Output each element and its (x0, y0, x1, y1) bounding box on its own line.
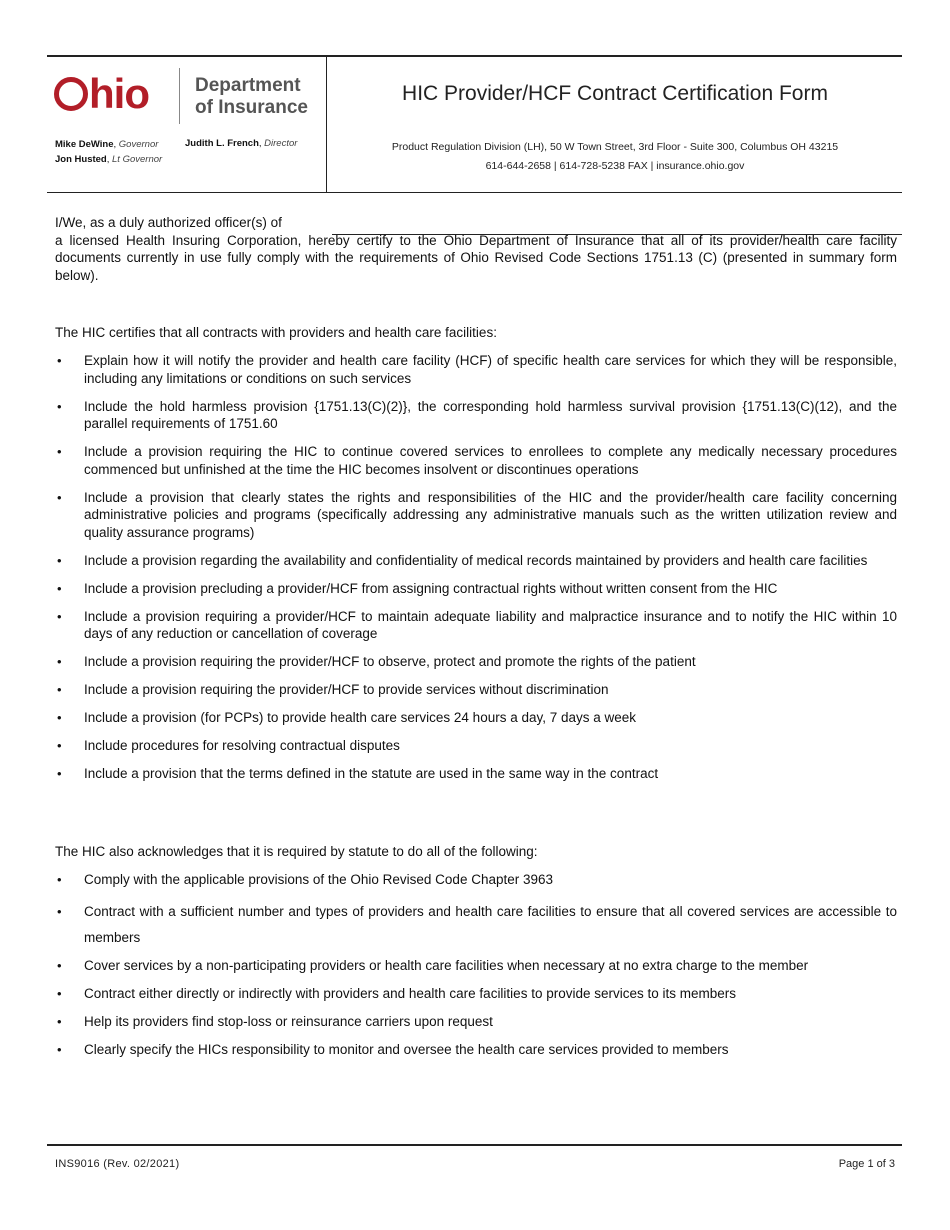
department-line-2: of Insurance (195, 97, 308, 118)
list-item: • Include a provision that clearly states the rights and responsibilities of the HIC and the provider/health care facility concerning administrative policies and programs (specifically addressing any administrative manuals such as the written utilization review and quality assurance programs) (55, 489, 897, 542)
director-title: Director (264, 138, 298, 149)
intro-lead: I/We, as a duly authorized officer(s) of (55, 215, 282, 230)
ohio-logo-o-icon (54, 77, 88, 111)
list-item: • Include a provision (for PCPs) to provide health care services 24 hours a day, 7 days a week (55, 709, 897, 727)
section1-title: The HIC certifies that all contracts with providers and health care facilities: (55, 325, 497, 340)
ohio-logo-text: hio (89, 70, 149, 117)
list-item: • Include procedures for resolving contractual disputes (55, 737, 897, 755)
intro-body: a licensed Health Insuring Corporation, hereby certify to the Ohio Department of Insurance that all of its provider/health care facility documents currently in use fully comply with the requirements of Ohio Revised Code Sections 1751.13 (C) (presented in summary form below). (55, 232, 897, 283)
department-name (195, 75, 308, 119)
header-top-rule (47, 55, 902, 57)
form-title: HIC Provider/HCF Contract Certification Form (402, 82, 828, 105)
list-item: • Comply with the applicable provisions of the Ohio Revised Code Chapter 3963 (55, 871, 897, 889)
list-item: • Contract either directly or indirectly with providers and health care facilities to provide services to its members (55, 981, 897, 1007)
header-bottom-rule (47, 192, 902, 193)
list-item: • Include a provision precluding a provider/HCF from assigning contractual rights without written consent from the HIC (55, 580, 897, 598)
list-item: • Include the hold harmless provision {1751.13(C)(2)}, the corresponding hold harmless survival provision {1751.13(C)(12), and the parallel requirements of 1751.60 (55, 398, 897, 433)
list-item: • Include a provision requiring the provider/HCF to observe, protect and promote the rights of the patient (55, 653, 897, 671)
section1-list (55, 352, 897, 793)
governor-name: Mike DeWine (55, 139, 114, 150)
list-item: • Include a provision requiring a provider/HCF to maintain adequate liability and malpractice insurance and to notify the HIC within 10 days of any reduction or cancellation of coverage (55, 608, 897, 643)
form-number: INS9016 (Rev. 02/2021) (55, 1158, 180, 1170)
certification-statement (55, 214, 897, 284)
address-line: Product Regulation Division (LH), 50 W Town Street, 3rd Floor - Suite 300, Columbus OH 43215 (391, 141, 839, 153)
list-item: • Include a provision that the terms defined in the statute are used in the same way in the contract (55, 765, 897, 783)
lt-governor: Jon Husted, Lt Governor (55, 154, 163, 165)
footer-rule (47, 1144, 902, 1146)
logo-separator (179, 68, 180, 124)
contact-block (330, 138, 900, 176)
lt-governor-name: Jon Husted (55, 154, 107, 165)
list-item: • Clearly specify the HICs responsibility to monitor and oversee the health care services provided to members (55, 1037, 897, 1063)
governor-title: Governor (118, 139, 159, 150)
section2-list (55, 871, 897, 1065)
list-item: • Explain how it will notify the provider and health care facility (HCF) of specific health care services for which they will be responsible, including any limitations or conditions on such services (55, 352, 897, 387)
lt-governor-title: Lt Governor (112, 154, 163, 165)
list-item: • Cover services by a non-participating providers or health care facilities when necessary at no extra charge to the member (55, 953, 897, 979)
header-divider (326, 56, 327, 193)
list-item: • Help its providers find stop-loss or reinsurance carriers upon request (55, 1009, 897, 1035)
director: Judith L. French, Director (185, 138, 298, 149)
list-item: • Include a provision requiring the provider/HCF to provide services without discrimination (55, 681, 897, 699)
page-number: Page 1 of 3 (838, 1158, 895, 1170)
department-line-1: Department (195, 75, 301, 96)
section2-title: The HIC also acknowledges that it is required by statute to do all of the following: (55, 844, 538, 859)
governor: Mike DeWine, Governor (55, 139, 159, 150)
list-item: • Include a provision regarding the availability and confidentiality of medical records maintained by providers and health care facilities (55, 552, 897, 570)
list-item: • Include a provision requiring the HIC to continue covered services to enrollees to complete any medically necessary procedures commenced but unfinished at the time the HIC becomes insolvent or discontinues operations (55, 443, 897, 478)
contact-line: 614-644-2658 | 614-728-5238 FAX | insurance.ohio.gov (485, 160, 745, 172)
list-item: • Contract with a sufficient number and types of providers and health care facilities to ensure that all covered services are accessible to members (55, 899, 897, 951)
director-name: Judith L. French (185, 138, 259, 149)
